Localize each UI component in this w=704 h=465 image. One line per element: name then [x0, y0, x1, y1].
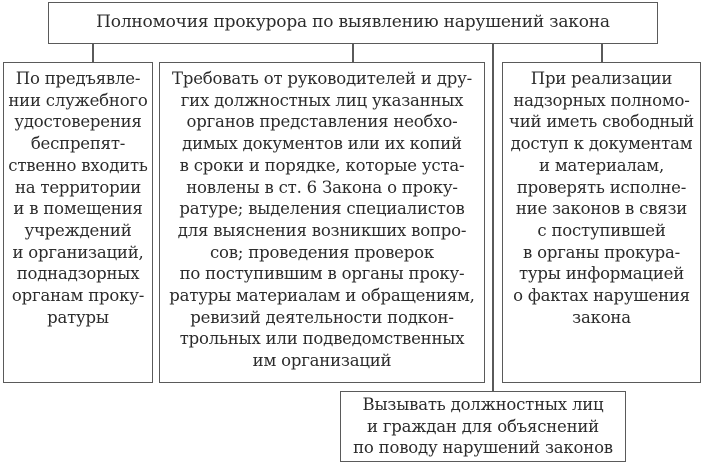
box-text-line: Требовать от руководителей и дру- — [172, 69, 472, 88]
diagram-title: Полномочия прокурора по выявлению нарушений закона — [96, 12, 610, 33]
box-text-line: новлены в ст. 6 Закона о проку- — [186, 177, 458, 197]
box-text-line: органам проку- — [11, 286, 145, 306]
connector-top-to-right — [601, 44, 603, 62]
box-text-line: с поступившей — [537, 220, 666, 240]
box-text-line: по поступившим в органы проку- — [179, 264, 465, 284]
box-text-line: и материалам, — [538, 155, 664, 175]
connector-top-to-bottom — [492, 44, 494, 391]
box-text-line: трольных или подведомственных — [179, 329, 465, 349]
box-text-line: и в помещения — [13, 199, 143, 219]
box-text-line: По предъявле- — [15, 69, 141, 88]
box-text-line: ратуре; выделения специалистов — [179, 199, 465, 219]
box-text-line: удостоверения — [14, 112, 142, 132]
diagram-title-box — [48, 2, 658, 44]
box-text-line: на территории — [14, 177, 142, 197]
box-text-line: димых документов или их копий — [182, 134, 462, 154]
box-text-line: ние законов в связи — [515, 199, 688, 219]
box-text-line: чий иметь свободный — [509, 112, 694, 132]
box-text-line: закона — [572, 307, 631, 327]
box-text-line: При реализации — [530, 69, 673, 88]
power-box-enter-premises — [3, 62, 153, 383]
box-text-line: им организаций — [252, 351, 392, 371]
box-text-line: органов представления необхо- — [186, 112, 458, 132]
box-text-line: гих должностных лиц указанных — [180, 90, 464, 110]
box-text-line: сов; проведения проверок — [210, 242, 434, 262]
power-box-summon-officials — [340, 391, 626, 462]
box-text-line: в сроки и порядке, которые уста- — [179, 155, 465, 175]
box-text-line: надзорных полномо- — [513, 90, 690, 110]
power-box-demand-documents — [159, 62, 485, 383]
power-box-free-access — [502, 62, 701, 383]
box-text-line: доступ к документам — [510, 134, 693, 154]
box-text-line: и организаций, — [12, 242, 144, 262]
box-text-line: учреждений — [24, 220, 132, 240]
box-text-line: ратуры — [47, 307, 109, 327]
connector-top-to-left — [92, 44, 94, 62]
box-text-line: ственно входить — [8, 155, 148, 175]
box-text-line: беспрепят- — [30, 134, 126, 154]
box-text-line: поднадзорных — [16, 264, 140, 284]
box-text-line: по поводу нарушений законов — [353, 438, 613, 458]
box-text-line: и граждан для объяснений — [367, 416, 599, 436]
box-text-line: в органы прокура- — [523, 242, 680, 262]
box-text-line: ратуры материалам и обращениям, — [169, 286, 475, 306]
connector-top-to-middle — [352, 44, 354, 62]
box-text-line: о фактах нарушения — [513, 286, 690, 306]
box-text-line: проверять исполне- — [516, 177, 687, 197]
box-text-line: ревизий деятельности подкон- — [190, 307, 454, 327]
box-text-line: для выяснения возникших вопро- — [177, 220, 467, 240]
box-text-line: туры информацией — [518, 264, 685, 284]
box-text-line: Вызывать должностных лиц — [362, 394, 604, 414]
box-text-line: нии служебного — [8, 90, 148, 110]
